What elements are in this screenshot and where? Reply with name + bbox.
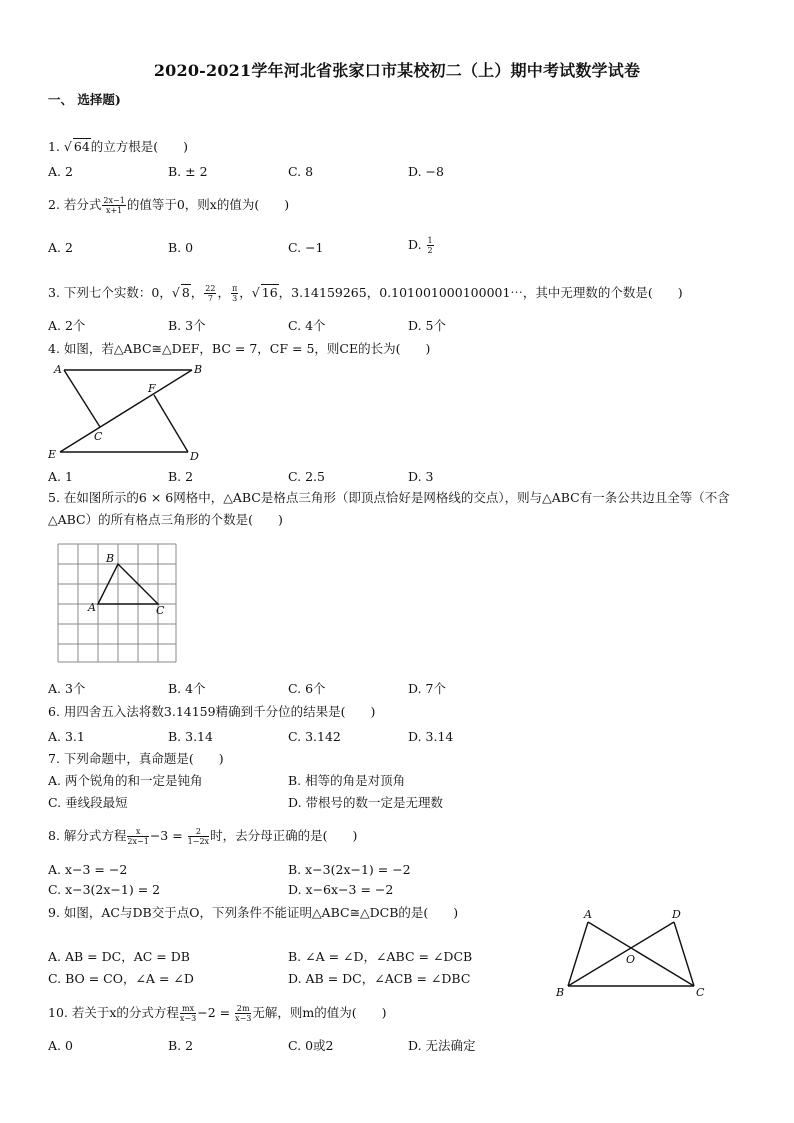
q9-option-d: D. AB = DC，∠ACB = ∠DBC	[288, 971, 471, 986]
q2-option-d-fraction	[427, 236, 434, 255]
q4-figure	[48, 360, 208, 464]
edge-ac	[588, 922, 694, 986]
q3-root-1: 8	[181, 285, 190, 300]
q8-fraction-2	[188, 827, 209, 846]
q3-option-d: D. 5个	[408, 318, 446, 333]
q5-option-a: A. 3个	[48, 681, 86, 696]
q4-label-e: E	[48, 448, 57, 461]
q10-frac1-num: mx	[180, 1004, 196, 1014]
q2-option-b: B. 0	[168, 240, 194, 255]
q8-option-b: B. x−3(2x−1) = −2	[288, 862, 411, 877]
q8-lead: 8. 解分式方程	[48, 828, 127, 843]
q5-label-b: B	[106, 552, 115, 565]
sqrt-sign: √	[63, 139, 72, 154]
q1-radicand: 64	[73, 139, 90, 154]
q6-option-a: A. 3.1	[48, 729, 85, 744]
q9-option-c: C. BO = CO，∠A = ∠D	[48, 971, 194, 986]
q7-option-d: D. 带根号的数一定是无理数	[288, 795, 444, 810]
q3-option-b: B. 3个	[168, 318, 206, 333]
q3-root-2: 16	[261, 285, 278, 300]
q9-option-a: A. AB = DC，AC = DB	[48, 949, 190, 964]
question-10	[48, 1004, 387, 1023]
q2-option-d-num: 1	[427, 236, 433, 245]
q8-option-c: C. x−3(2x−1) = 2	[48, 882, 161, 897]
q8-middle: −3 =	[149, 828, 187, 843]
question-3	[48, 284, 683, 303]
q8-stem: 时，去分母正确的是( )	[210, 828, 358, 843]
q5-option-b: B. 4个	[168, 681, 206, 696]
q1-option-b: B. ± 2	[168, 164, 208, 179]
q1-option-a: A. 2	[48, 164, 73, 179]
q4-label-d: D	[190, 450, 199, 463]
q3-frac1-num: 22	[205, 284, 216, 293]
q9-figure	[548, 906, 718, 1002]
q2-option-d-den: 2	[427, 246, 433, 255]
q6-option-d: D. 3.14	[408, 729, 454, 744]
q2-option-d	[408, 236, 435, 255]
q2-frac-num: 2x−1	[103, 196, 125, 205]
q10-fraction-2	[235, 1004, 251, 1023]
edge-fd	[154, 395, 188, 452]
q3-option-a: A. 2个	[48, 318, 86, 333]
q7-option-c: C. 垂线段最短	[48, 795, 128, 810]
q10-middle: −2 =	[197, 1005, 235, 1020]
q2-fraction	[102, 196, 125, 215]
q9-label-d: D	[672, 908, 681, 921]
question-7: 7. 下列命题中，真命题是( )	[48, 751, 224, 766]
q10-frac1-den: x−3	[179, 1014, 197, 1023]
q4-label-f: F	[148, 382, 156, 395]
q4-option-b: B. 2	[168, 469, 194, 484]
q9-option-b: B. ∠A = ∠D，∠ABC = ∠DCB	[288, 949, 473, 964]
q10-option-b: B. 2	[168, 1038, 194, 1053]
q2-frac-den: x+1	[105, 206, 123, 215]
q4-label-c: C	[94, 430, 103, 443]
q8-frac1-num: x	[127, 827, 148, 837]
q10-option-d: D. 无法确定	[408, 1038, 476, 1053]
q5-label-c: C	[156, 604, 165, 617]
section-heading: 一、 选择题)	[48, 92, 121, 107]
q8-option-d: D. x−6x−3 = −2	[288, 882, 394, 897]
q3-sep-3: ，	[239, 285, 252, 300]
q3-frac2-num: π	[232, 284, 238, 293]
q10-stem: 无解，则m的值为( )	[252, 1005, 387, 1020]
question-6: 6. 用四舍五入法将数3.14159精确到千分位的结果是( )	[48, 704, 376, 719]
q2-option-d-prefix: D.	[408, 237, 426, 252]
question-5: 5. 在如图所示的6 × 6网格中，△ABC是格点三角形（即顶点恰好是网格线的交点），则与△ABC有一条公共边且全等（不含△ABC）的所有格点三角形的个数是( )	[48, 490, 730, 527]
q10-frac2-num: 2m	[236, 1004, 250, 1013]
q7-option-b: B. 相等的角是对顶角	[288, 773, 406, 788]
q1-option-c: C. 8	[288, 164, 314, 179]
q9-label-b: B	[556, 986, 565, 999]
q3-frac2-den: 3	[232, 294, 238, 303]
q1-stem: 的立方根是( )	[90, 139, 189, 154]
q6-option-c: C. 3.142	[288, 729, 341, 744]
q4-label-a: A	[54, 363, 62, 376]
q4-option-d: D. 3	[408, 469, 434, 484]
q8-frac2-num: 2	[188, 827, 209, 837]
q3-sep-2: ，	[217, 285, 230, 300]
q8-option-a: A. x−3 = −2	[48, 862, 128, 877]
question-2	[48, 196, 289, 215]
question-8	[48, 827, 357, 846]
q5-label-a: A	[88, 601, 96, 614]
question-9: 9. 如图，AC与DB交于点O，下列条件不能证明△ABC≅△DCB的是( )	[48, 905, 459, 920]
q9-label-c: C	[696, 986, 705, 999]
edge-eb	[60, 370, 192, 452]
exam-title: 2020-2021学年河北省张家口市某校初二（上）期中考试数学试卷	[153, 61, 641, 80]
q6-option-b: B. 3.14	[168, 729, 213, 744]
q5-option-d: D. 7个	[408, 681, 446, 696]
q4-option-c: C. 2.5	[288, 469, 325, 484]
q8-frac2-den: 1−2x	[187, 837, 210, 846]
q3-sep-1: ，	[190, 285, 204, 300]
q2-stem: 的值等于0，则x的值为( )	[126, 197, 290, 212]
sqrt-sign: √	[171, 285, 180, 300]
q3-option-c: C. 4个	[288, 318, 326, 333]
q9-label-a: A	[584, 908, 592, 921]
q10-option-c: C. 0或2	[288, 1038, 334, 1053]
q3-frac1-den: 7	[207, 294, 213, 303]
q3-fraction-2	[231, 284, 238, 303]
q4-option-a: A. 1	[48, 469, 73, 484]
q2-option-c: C. −1	[288, 240, 324, 255]
q10-frac2-den: x−3	[235, 1014, 252, 1023]
q5-grid-figure	[52, 538, 182, 666]
q8-frac1-den: 2x−1	[127, 837, 149, 846]
q1-option-d: D. −8	[408, 164, 444, 179]
q3-stem: ，3.14159265，0.101001000100001⋯，其中无理数的个数是( )	[278, 285, 683, 300]
question-1	[48, 138, 188, 155]
question-4: 4. 如图，若△ABC≅△DEF，BC = 7，CF = 5，则CE的长为( )	[48, 341, 431, 356]
edge-ac	[64, 370, 100, 427]
q10-fraction-1	[180, 1004, 196, 1023]
q1-number: 1.	[48, 139, 64, 154]
q10-lead: 10. 若关于x的分式方程	[48, 1005, 179, 1020]
q9-label-o: O	[626, 953, 636, 966]
sqrt-sign: √	[251, 285, 260, 300]
q4-label-b: B	[194, 363, 203, 376]
edge-db	[568, 922, 674, 986]
q3-fraction-1	[204, 284, 216, 303]
q5-option-c: C. 6个	[288, 681, 326, 696]
q7-option-a: A. 两个锐角的和一定是钝角	[48, 773, 203, 788]
q8-fraction-1	[127, 827, 148, 846]
q3-lead: 3. 下列七个实数：0，	[48, 285, 172, 300]
q2-option-a: A. 2	[48, 240, 73, 255]
q2-lead: 2. 若分式	[48, 197, 102, 212]
q10-option-a: A. 0	[48, 1038, 73, 1053]
